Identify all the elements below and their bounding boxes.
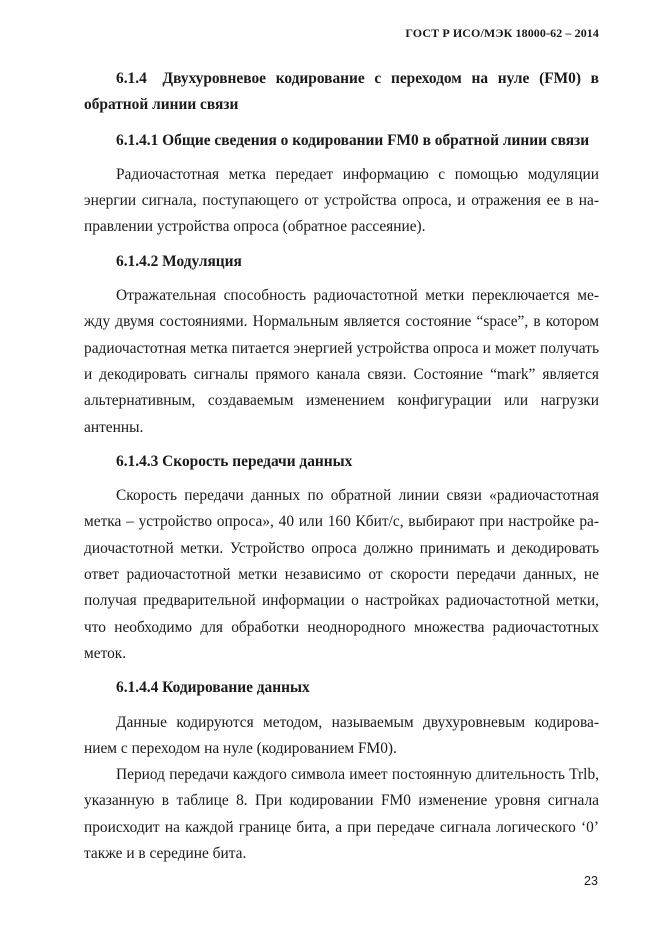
section-heading-6-1-4-3: 6.1.4.3 Скорость передачи данных: [116, 452, 353, 470]
page-content: [84, 66, 599, 867]
paragraph: Радиочастотная метка передает информацию с помощью модуляции энергии сигнала, поступающего от устройства опроса, и отражения ее в направлении устройства опроса (обратное рассеяние).: [84, 165, 599, 236]
section-heading-6-1-4-1: 6.1.4.1 Общие сведения о кодировании FM0 в обратной линии связи: [116, 131, 590, 149]
section-title: Двухуровневое кодирование с переходом на нуле (FM0) в обратной линии связи: [84, 70, 599, 114]
section-number: 6.1.4: [116, 70, 147, 87]
paragraph: Данные кодируются методом, называемым двухуровневым кодированием с переходом на нуле (кодированием FM0).: [84, 713, 599, 757]
paragraph: Период передачи каждого символа имеет постоянную длительность Trlb, указанную в таблице 8. При кодировании FM0 изменение уровня сигнала происходит на каждой границе бита, а при передаче сигнала логического ‘0’ также и в середине бита.: [84, 766, 599, 863]
paragraph: Отражательная способность радиочастотной метки переключается между двумя состояниями. Нормальным является состояние “space”, в котором радиочастотная метка питается энергией устройства опроса и может получать и декодировать сигналы прямого канала связи. Состояние “mark” является альтернативным, создаваемым изменением конфигурации или нагрузки антенны.: [84, 287, 599, 436]
section-heading-6-1-4-4: 6.1.4.4 Кодирование данных: [116, 679, 310, 697]
document-header: ГОСТ Р ИСО/МЭК 18000-62 – 2014: [405, 26, 599, 40]
section-heading-6-1-4-2: 6.1.4.2 Модуляция: [116, 252, 242, 270]
page-number: 23: [584, 874, 598, 888]
section-heading-6-1-4: [84, 66, 599, 119]
paragraph: Скорость передачи данных по обратной линии связи «радиочастотная метка – устройство опроса», 40 или 160 Кбит/с, выбирают при настройке радиочастотной метки. Устройство опроса должно принимать и декодировать ответ радиочастотной метки независимо от скорости передачи данных, не получая предварительной информации о настройках радиочастотной метки, что необходимо для обработки неоднородного множества радиочастотных меток.: [84, 487, 599, 662]
